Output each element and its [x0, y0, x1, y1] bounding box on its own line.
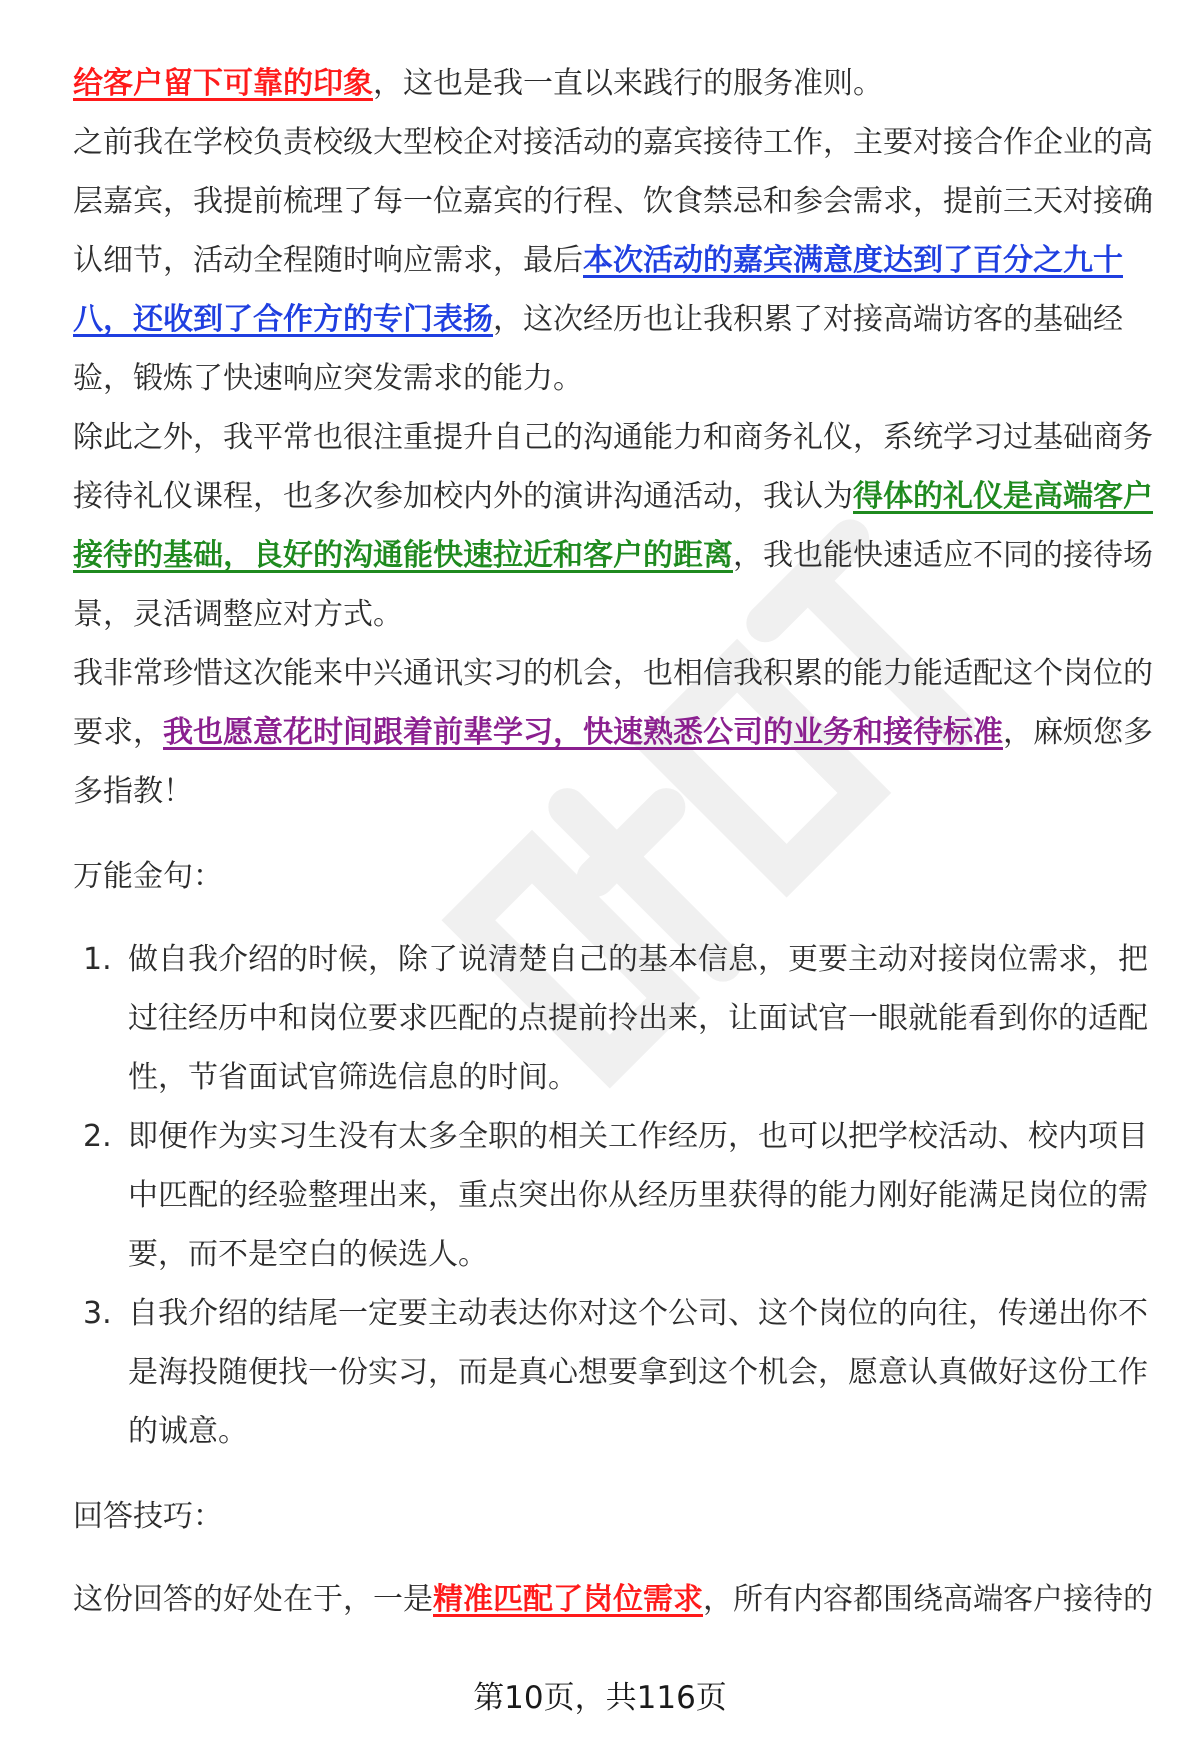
highlight-red: 给客户留下可靠的印象	[73, 66, 373, 101]
paragraph-text: 这份回答的好处在于，一是	[73, 1582, 433, 1617]
highlight-red: 精准匹配了岗位需求	[433, 1582, 703, 1617]
list-item	[73, 1107, 1153, 1284]
list-item-number: 1.	[83, 942, 112, 977]
section-label-answer-tips: 回答技巧：	[73, 1499, 223, 1534]
intro-paragraph-4	[73, 644, 1153, 821]
list-item-text: 即便作为实习生没有太多全职的相关工作经历，也可以把学校活动、校内项目中匹配的经验整理出来，重点突出你从经历里获得的能力刚好能满足岗位的需要，而不是空白的候选人。	[128, 1119, 1148, 1272]
answer-paragraph	[73, 1570, 1153, 1629]
highlight-purple: 我也愿意花时间跟着前辈学习，快速熟悉公司的业务和接待标准	[163, 715, 1003, 750]
section-label-golden-sentences: 万能金句：	[73, 859, 223, 894]
intro-paragraph-2	[73, 113, 1153, 408]
list-item-text: 做自我介绍的时候，除了说清楚自己的基本信息，更要主动对接岗位需求，把过往经历中和岗位要求匹配的点提前拎出来，让面试官一眼就能看到你的适配性，节省面试官筛选信息的时间。	[128, 942, 1148, 1095]
paragraph-text: 我非常珍惜这次能来中兴通讯实习的机会，也相信我积累的能力能适配这个岗位的要求，	[73, 656, 1153, 750]
paragraph-text: ，这次经历也让我积累了对接高端访客的基础经验，锻炼了快速响应突发需求的能力。	[73, 302, 1123, 396]
list-item-number: 3.	[83, 1296, 112, 1331]
list-item	[73, 1284, 1153, 1461]
paragraph-text: ，麻烦您多多指教！	[73, 715, 1153, 809]
intro-paragraph-1	[73, 54, 1153, 113]
paragraph-text: ，所有内容都围绕高端客户接待的	[703, 1582, 1153, 1617]
paragraph-text: 之前我在学校负责校级大型校企对接活动的嘉宾接待工作，主要对接合作企业的高层嘉宾，我提前梳理了每一位嘉宾的行程、饮食禁忌和参会需求，提前三天对接确认细节，活动全程随时响应需求，最后	[73, 125, 1153, 278]
list-item-number: 2.	[83, 1119, 112, 1154]
paragraph-text: ，我也能快速适应不同的接待场景，灵活调整应对方式。	[73, 538, 1153, 632]
intro-paragraph-3	[73, 408, 1153, 644]
paragraph-text: 除此之外，我平常也很注重提升自己的沟通能力和商务礼仪，系统学习过基础商务接待礼仪课程，也多次参加校内外的演讲沟通活动，我认为	[73, 420, 1153, 514]
main-content	[73, 54, 1153, 1629]
highlight-green: 得体的礼仪是高端客户接待的基础，良好的沟通能快速拉近和客户的距离	[73, 479, 1153, 573]
tips-list	[73, 930, 1153, 1461]
page-number-footer: 第10页，共116页	[473, 1680, 727, 1716]
paragraph-text: ，这也是我一直以来践行的服务准则。	[373, 66, 883, 101]
list-item	[73, 930, 1153, 1107]
highlight-blue: 本次活动的嘉宾满意度达到了百分之九十八，还收到了合作方的专门表扬	[73, 243, 1123, 337]
list-item-text: 自我介绍的结尾一定要主动表达你对这个公司、这个岗位的向往，传递出你不是海投随便找一份实习，而是真心想要拿到这个机会，愿意认真做好这份工作的诚意。	[128, 1296, 1148, 1449]
